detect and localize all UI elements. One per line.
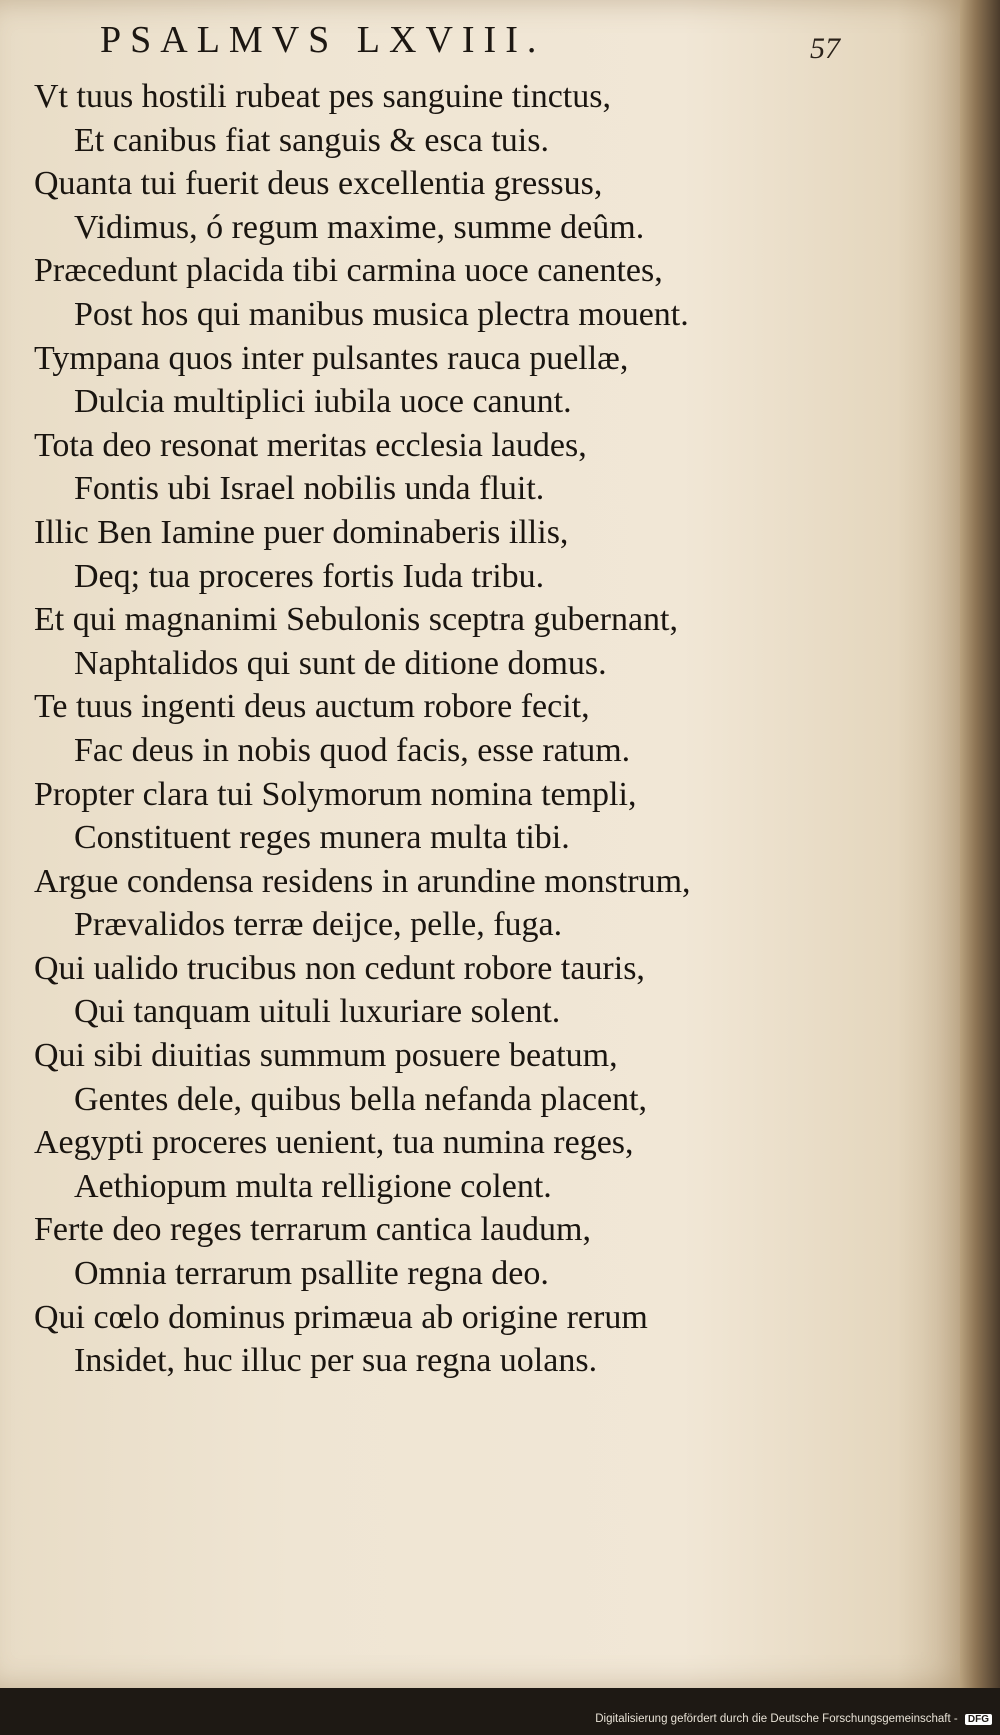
- verse-line: Deq; tua proceres fortis Iuda tribu.: [74, 557, 545, 595]
- verse-line: Qui cœlo dominus primæua ab origine rerum: [34, 1298, 648, 1336]
- verse-line: Dulcia multiplici iubila uoce canunt.: [74, 383, 572, 421]
- verse-line: Tympana quos inter pulsantes rauca puellæ,: [34, 339, 629, 377]
- dfg-logo-icon: DFG: [965, 1714, 992, 1725]
- verse-line: Et qui magnanimi Sebulonis sceptra gubernant,: [34, 601, 678, 639]
- verse-line: Vt tuus hostili rubeat pes sanguine tinctus,: [34, 78, 611, 115]
- verse-line: Qui ualido trucibus non cedunt robore tauris,: [34, 949, 645, 987]
- page-edge-shadow: [960, 0, 1000, 1690]
- verse-line: Quanta tui fuerit deus excellentia gressus,: [34, 165, 603, 203]
- verse-line: Qui tanquam uituli luxuriare solent.: [74, 993, 561, 1031]
- running-title: PSALMVS LXVIII.: [100, 19, 546, 61]
- verse-line: Fontis ubi Israel nobilis unda fluit.: [74, 470, 545, 508]
- verse-line: Propter clara tui Solymorum nomina templi,: [34, 775, 637, 813]
- verse-line: Tota deo resonat meritas ecclesia laudes,: [34, 426, 587, 464]
- scan-bottom-bar: [0, 1688, 1000, 1735]
- digitization-credit: [595, 1713, 992, 1725]
- verse-line: Ferte deo reges terrarum cantica laudum,: [34, 1211, 591, 1249]
- verse-line: Insidet, huc illuc per sua regna uolans.: [74, 1342, 598, 1380]
- verse-line: Et canibus fiat sanguis & esca tuis.: [74, 121, 549, 159]
- verse-line: Aethiopum multa relligione colent.: [74, 1167, 552, 1205]
- verse-line: Præcedunt placida tibi carmina uoce canentes,: [34, 252, 663, 290]
- verse-line: Argue condensa residens in arundine monstrum,: [34, 862, 691, 900]
- page-header: [100, 18, 860, 70]
- page-number: 57: [810, 32, 840, 65]
- verse-line: Gentes dele, quibus bella nefanda placent,: [74, 1080, 648, 1118]
- psalm-text: [34, 75, 814, 1383]
- verse-line: Prævalidos terræ deijce, pelle, fuga.: [74, 906, 563, 944]
- verse-line: Illic Ben Iamine puer dominaberis illis,: [34, 513, 569, 551]
- credit-text: Digitalisierung gefördert durch die Deutsche Forschungsgemeinschaft -: [595, 1713, 958, 1725]
- verse-line: Omnia terrarum psallite regna deo.: [74, 1255, 549, 1293]
- verse-line: Vidimus, ó regum maxime, summe deûm.: [74, 208, 645, 246]
- verse-line: Post hos qui manibus musica plectra mouent.: [74, 295, 689, 333]
- verse-line: Qui sibi diuitias summum posuere beatum,: [34, 1037, 618, 1075]
- verse-line: Fac deus in nobis quod facis, esse ratum.: [74, 731, 631, 769]
- verse-line: Te tuus ingenti deus auctum robore fecit,: [34, 688, 590, 726]
- verse-line: Constituent reges munera multa tibi.: [74, 819, 570, 857]
- verse-line: Aegypti proceres uenient, tua numina reges,: [34, 1124, 634, 1162]
- verse-line: Naphtalidos qui sunt de ditione domus.: [74, 644, 607, 682]
